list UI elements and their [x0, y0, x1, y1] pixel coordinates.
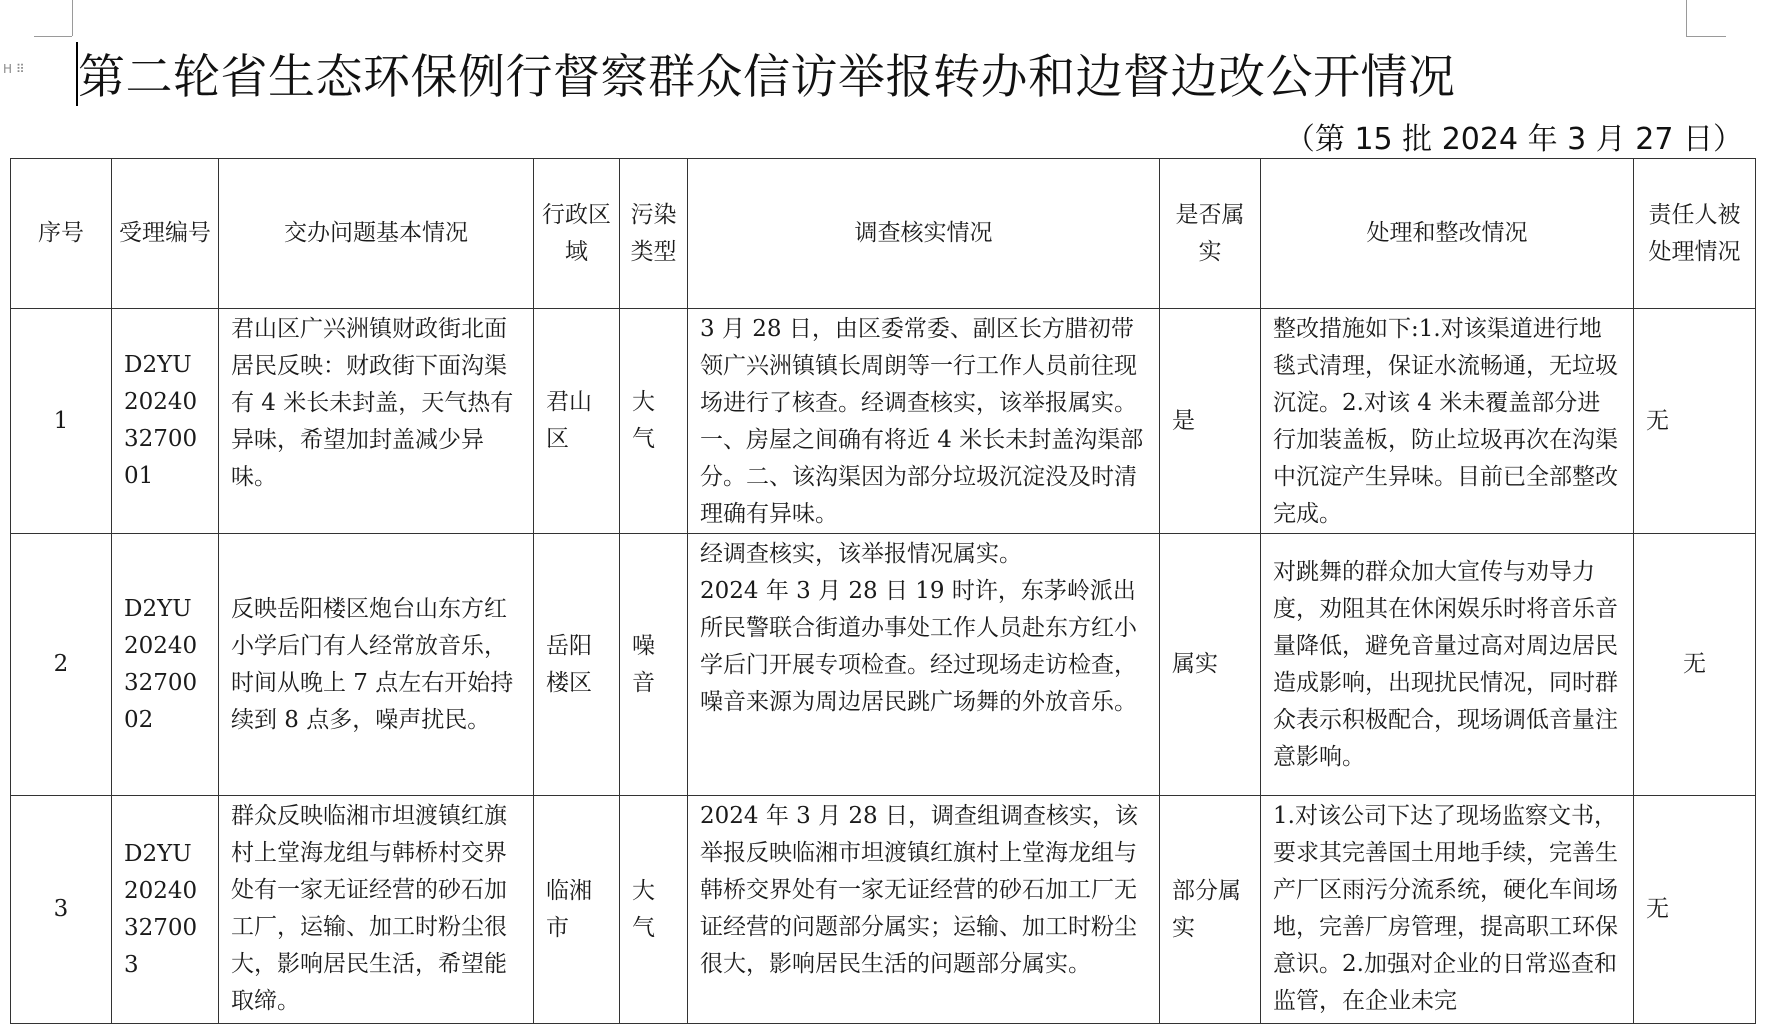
row-index: 3 — [11, 796, 112, 1024]
row-district: 君山区 — [534, 309, 620, 534]
row-pollution-type: 大气 — [620, 309, 688, 534]
margin-guide-horizontal — [34, 36, 72, 37]
header-verified: 是否属实 — [1160, 159, 1261, 309]
row-handling: 整改措施如下:1.对该渠道进行地毯式清理，保证水流畅通，无垃圾沉淀。2.对该 4 米未覆盖部分进行加装盖板，防止垃圾再次在沟渠中沉淀产生异味。目前已全部整改完成。 — [1261, 309, 1634, 534]
row-basic-info: 群众反映临湘市坦渡镇红旗村上堂海龙组与韩桥村交界处有一家无证经营的砂石加工厂，运输、加工时粉尘很大，影响居民生活，希望能取缔。 — [219, 796, 534, 1024]
document-subtitle: （第 15 批 2024 年 3 月 27 日） — [1284, 122, 1743, 157]
header-index: 序号 — [11, 159, 112, 309]
header-case-id: 受理编号 — [112, 159, 219, 309]
table-row — [11, 796, 1756, 1024]
row-verified: 属实 — [1160, 534, 1261, 796]
margin-guide-vertical — [72, 0, 73, 36]
row-investigation: 3 月 28 日，由区委常委、副区长方腊初带领广兴洲镇镇长周朗等一行工作人员前往现场进行了核查。经调查核实，该举报属实。一、房屋之间确有将近 4 米长未封盖沟渠部分。二、该沟渠因为部分垃圾沉淀没及时清理确有异味。 — [688, 309, 1160, 534]
table-row — [11, 534, 1756, 796]
row-district: 岳阳楼区 — [534, 534, 620, 796]
table-header-row — [11, 159, 1756, 309]
row-investigation: 经调查核实，该举报情况属实。 2024 年 3 月 28 日 19 时许，东茅岭派出所民警联合街道办事处工作人员赴东方红小学后门开展专项检查。经过现场走访检查，噪音来源为周边居民跳广场舞的外放音乐。 — [688, 534, 1160, 796]
margin-guide-right-vertical — [1686, 0, 1687, 36]
row-pollution-type: 噪音 — [620, 534, 688, 796]
row-basic-info: 君山区广兴洲镇财政街北面居民反映：财政街下面沟渠有 4 米长未封盖，天气热有异味，希望加封盖减少异味。 — [219, 309, 534, 534]
row-index: 2 — [11, 534, 112, 796]
header-accountability: 责任人被处理情况 — [1634, 159, 1756, 309]
row-verified: 部分属实 — [1160, 796, 1261, 1024]
row-case-id: D2YU202403270002 — [112, 534, 219, 796]
header-investigation: 调查核实情况 — [688, 159, 1160, 309]
row-district: 临湘市 — [534, 796, 620, 1024]
header-basic-info: 交办问题基本情况 — [219, 159, 534, 309]
row-case-id: D2YU202403270001 — [112, 309, 219, 534]
row-accountability: 无 — [1634, 534, 1756, 796]
row-handling: 1.对该公司下达了现场监察文书，要求其完善国土用地手续，完善生产厂区雨污分流系统，硬化车间场地，完善厂房管理，提高职工环保意识。2.加强对企业的日常巡查和监管，在企业未完 — [1261, 796, 1634, 1024]
row-index: 1 — [11, 309, 112, 534]
row-handling: 对跳舞的群众加大宣传与劝导力度，劝阻其在休闲娱乐时将音乐音量降低，避免音量过高对周边居民造成影响，出现扰民情况，同时群众表示积极配合，现场调低音量注意影响。 — [1261, 534, 1634, 796]
header-handling: 处理和整改情况 — [1261, 159, 1634, 309]
row-case-id: D2YU20240327003 — [112, 796, 219, 1024]
row-verified: 是 — [1160, 309, 1261, 534]
row-pollution-type: 大气 — [620, 796, 688, 1024]
header-pollution-type: 污染类型 — [620, 159, 688, 309]
row-investigation: 2024 年 3 月 28 日，调查组调查核实，该举报反映临湘市坦渡镇红旗村上堂海龙组与韩桥交界处有一家无证经营的砂石加工厂无证经营的问题部分属实；运输、加工时粉尘很大，影响居民生活的问题部分属实。 — [688, 796, 1160, 1024]
row-accountability: 无 — [1634, 309, 1756, 534]
margin-guide-right-horizontal — [1686, 36, 1726, 37]
table-row — [11, 309, 1756, 534]
row-accountability: 无 — [1634, 796, 1756, 1024]
document-title: 第二轮省生态环保例行督察群众信访举报转办和边督边改公开情况 — [78, 50, 1456, 105]
complaints-table — [10, 158, 1756, 1024]
header-district: 行政区域 — [534, 159, 620, 309]
row-basic-info: 反映岳阳楼区炮台山东方红小学后门有人经常放音乐，时间从晚上 7 点左右开始持续到 8 点多，噪声扰民。 — [219, 534, 534, 796]
table-move-handle-icon[interactable]: H ⠿ — [3, 62, 25, 76]
